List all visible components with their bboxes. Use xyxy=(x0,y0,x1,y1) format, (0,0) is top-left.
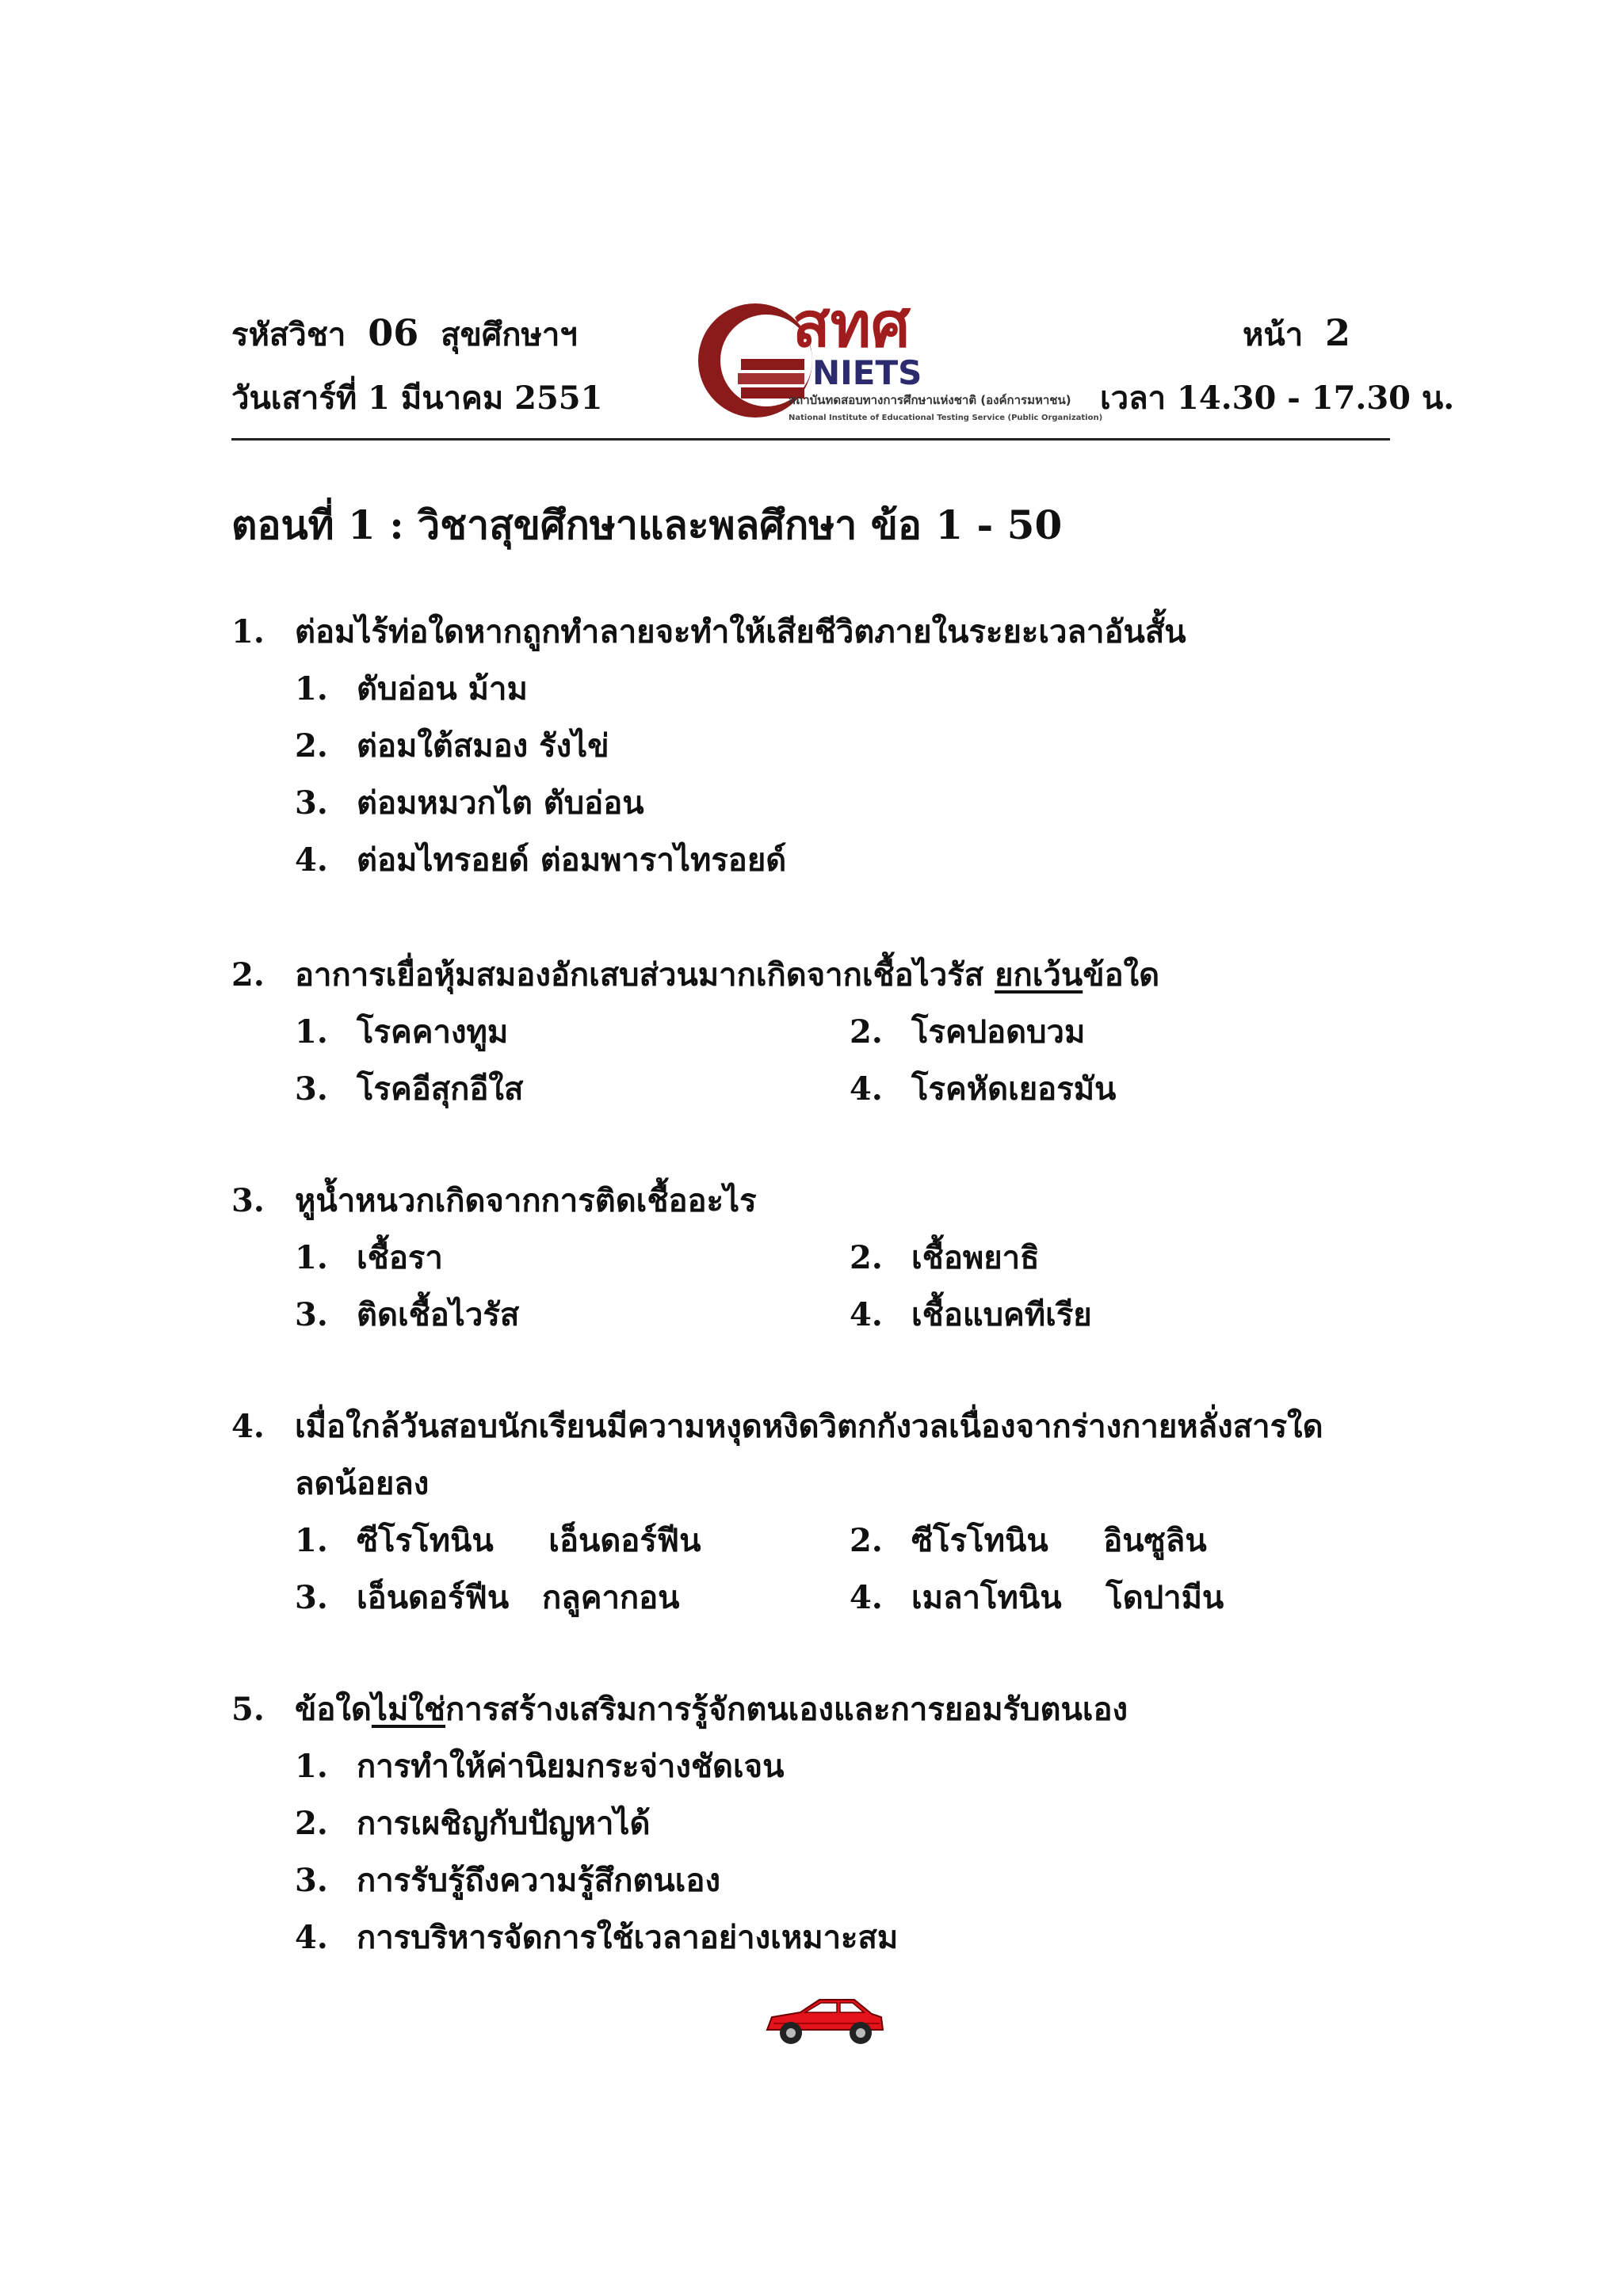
logo-acronym: NIETS xyxy=(812,353,922,392)
option-number: 3. xyxy=(295,1296,328,1333)
option-2[interactable] xyxy=(295,718,1325,775)
page-number: 2 xyxy=(1325,311,1351,354)
option-4[interactable] xyxy=(850,1569,1404,1627)
exam-time: เวลา 14.30 - 17.30 น. xyxy=(1100,379,1455,417)
option-number: 4. xyxy=(295,1919,328,1956)
question-stem xyxy=(295,1681,1388,1738)
option-1[interactable] xyxy=(295,1004,850,1061)
option-number: 1. xyxy=(295,1522,328,1559)
question-3 xyxy=(231,1173,1404,1344)
option-3[interactable] xyxy=(295,1852,1325,1909)
red-car-icon xyxy=(761,1989,888,2052)
option-text: การรับรู้ถึงความรู้สึกตนเอง xyxy=(357,1862,720,1899)
stem-text: อาการเยื่อหุ้มสมองอักเสบส่วนมากเกิดจากเชื้อไวรัส xyxy=(295,956,995,994)
option-text: เอ็นดอร์ฟีน กลูคากอน xyxy=(357,1579,680,1616)
option-2[interactable] xyxy=(850,1512,1404,1569)
option-text: การบริหารจัดการใช้เวลาอย่างเหมาะสม xyxy=(357,1919,899,1956)
option-number: 2. xyxy=(850,1522,883,1559)
option-4[interactable] xyxy=(850,1287,1404,1344)
option-text: ต่อมใต้สมอง รังไข่ xyxy=(357,727,609,765)
option-number: 2. xyxy=(295,727,328,765)
question-stem: ต่อมไร้ท่อใดหากถูกทำลายจะทำให้เสียชีวิตภายในระยะเวลาอันสั้น xyxy=(295,613,1186,650)
stem-emphasis: ยกเว้น xyxy=(995,956,1083,994)
question-number: 4. xyxy=(231,1408,265,1445)
question-stem: หูน้ำหนวกเกิดจากการติดเชื้ออะไร xyxy=(295,1182,757,1219)
option-number: 2. xyxy=(295,1805,328,1842)
stem-text: การสร้างเสริมการรู้จักตนเองและการยอมรับตนเอง xyxy=(445,1691,1128,1728)
option-number: 4. xyxy=(850,1070,883,1108)
option-number: 1. xyxy=(295,1748,328,1785)
question-number: 1. xyxy=(231,613,265,650)
subject-code: 06 xyxy=(368,311,419,354)
option-2[interactable] xyxy=(850,1004,1404,1061)
option-number: 2. xyxy=(850,1013,883,1051)
option-3[interactable] xyxy=(295,1061,850,1118)
page-prefix: หน้า xyxy=(1243,316,1304,353)
niets-logo-graphic xyxy=(693,289,1103,432)
option-4[interactable] xyxy=(850,1061,1404,1118)
option-number: 1. xyxy=(295,670,328,707)
option-text: โรคอีสุกอีใส xyxy=(357,1070,524,1108)
subject-name: สุขศึกษาฯ xyxy=(441,316,578,353)
logo-thai-text: สทศ xyxy=(792,290,911,361)
option-4[interactable] xyxy=(295,832,1325,889)
question-number: 2. xyxy=(231,956,265,994)
option-number: 1. xyxy=(295,1239,328,1276)
option-2[interactable] xyxy=(295,1795,1325,1852)
option-text: โรคคางทูม xyxy=(357,1013,509,1051)
stem-line-2: ลดน้อยลง xyxy=(295,1465,430,1502)
option-number: 4. xyxy=(850,1579,883,1616)
option-text: ตับอ่อน ม้าม xyxy=(357,670,528,707)
option-text: การเผชิญกับปัญหาได้ xyxy=(357,1805,651,1842)
question-number: 5. xyxy=(231,1691,265,1728)
option-text: การทำให้ค่านิยมกระจ่างชัดเจน xyxy=(357,1748,785,1785)
option-1[interactable] xyxy=(295,661,1325,718)
option-number: 3. xyxy=(295,784,328,822)
option-1[interactable] xyxy=(295,1738,1325,1795)
question-4 xyxy=(231,1398,1404,1627)
option-number: 3. xyxy=(295,1070,328,1108)
question-2 xyxy=(231,947,1404,1118)
stem-text: ข้อใด xyxy=(295,1691,372,1728)
option-number: 3. xyxy=(295,1579,328,1616)
question-stem xyxy=(295,947,1388,1004)
option-number: 1. xyxy=(295,1013,328,1051)
question-number: 3. xyxy=(231,1182,265,1219)
option-text: โรคหัดเยอรมัน xyxy=(911,1070,1117,1108)
logo-english-name: National Institute of Educational Testing Service (Public Organization) xyxy=(789,414,1103,422)
option-text: ซีโรโทนิน อินซูลิน xyxy=(911,1522,1207,1559)
option-number: 3. xyxy=(295,1862,328,1899)
question-5 xyxy=(231,1681,1404,1966)
option-4[interactable] xyxy=(295,1909,1325,1966)
option-number: 4. xyxy=(295,841,328,879)
question-1 xyxy=(231,604,1404,889)
option-3[interactable] xyxy=(295,775,1325,832)
option-number: 4. xyxy=(850,1296,883,1333)
option-3[interactable] xyxy=(295,1569,850,1627)
option-text: ต่อมไทรอยด์ ต่อมพาราไทรอยด์ xyxy=(357,841,787,879)
subject-prefix: รหัสวิชา xyxy=(231,316,346,353)
option-3[interactable] xyxy=(295,1287,850,1344)
option-text: ติดเชื้อไวรัส xyxy=(357,1296,520,1333)
option-text: เมลาโทนิน โดปามีน xyxy=(911,1579,1224,1616)
option-text: โรคปอดบวม xyxy=(911,1013,1086,1051)
option-text: เชื้อรา xyxy=(357,1239,443,1276)
option-text: เชื้อแบคทีเรีย xyxy=(911,1296,1092,1333)
niets-logo xyxy=(693,289,1103,432)
option-2[interactable] xyxy=(850,1230,1404,1287)
subject-line xyxy=(231,311,578,357)
stem-line-1: เมื่อใกล้วันสอบนักเรียนมีความหงุดหงิดวิตกกังวลเนื่องจากร่างกายหลั่งสารใด xyxy=(295,1408,1323,1445)
page-indicator xyxy=(1243,311,1350,357)
option-text: ต่อมหมวกไต ตับอ่อน xyxy=(357,784,644,822)
stem-text: ข้อใด xyxy=(1083,956,1160,994)
option-text: เชื้อพยาธิ xyxy=(911,1239,1040,1276)
exam-date: วันเสาร์ที่ 1 มีนาคม 2551 xyxy=(231,379,603,417)
stem-emphasis: ไม่ใช่ xyxy=(371,1691,446,1728)
question-stem xyxy=(295,1398,1388,1512)
option-1[interactable] xyxy=(295,1512,850,1569)
option-text: ซีโรโทนิน เอ็นดอร์ฟีน xyxy=(357,1522,701,1559)
option-number: 2. xyxy=(850,1239,883,1276)
header-divider xyxy=(231,438,1390,441)
logo-thai-name: สถาบันทดสอบทางการศึกษาแห่งชาติ (องค์การมหาชน) xyxy=(789,393,1071,407)
option-1[interactable] xyxy=(295,1230,850,1287)
section-title: ตอนที่ 1 : วิชาสุขศึกษาและพลศึกษา ข้อ 1 - 50 xyxy=(231,502,1063,548)
